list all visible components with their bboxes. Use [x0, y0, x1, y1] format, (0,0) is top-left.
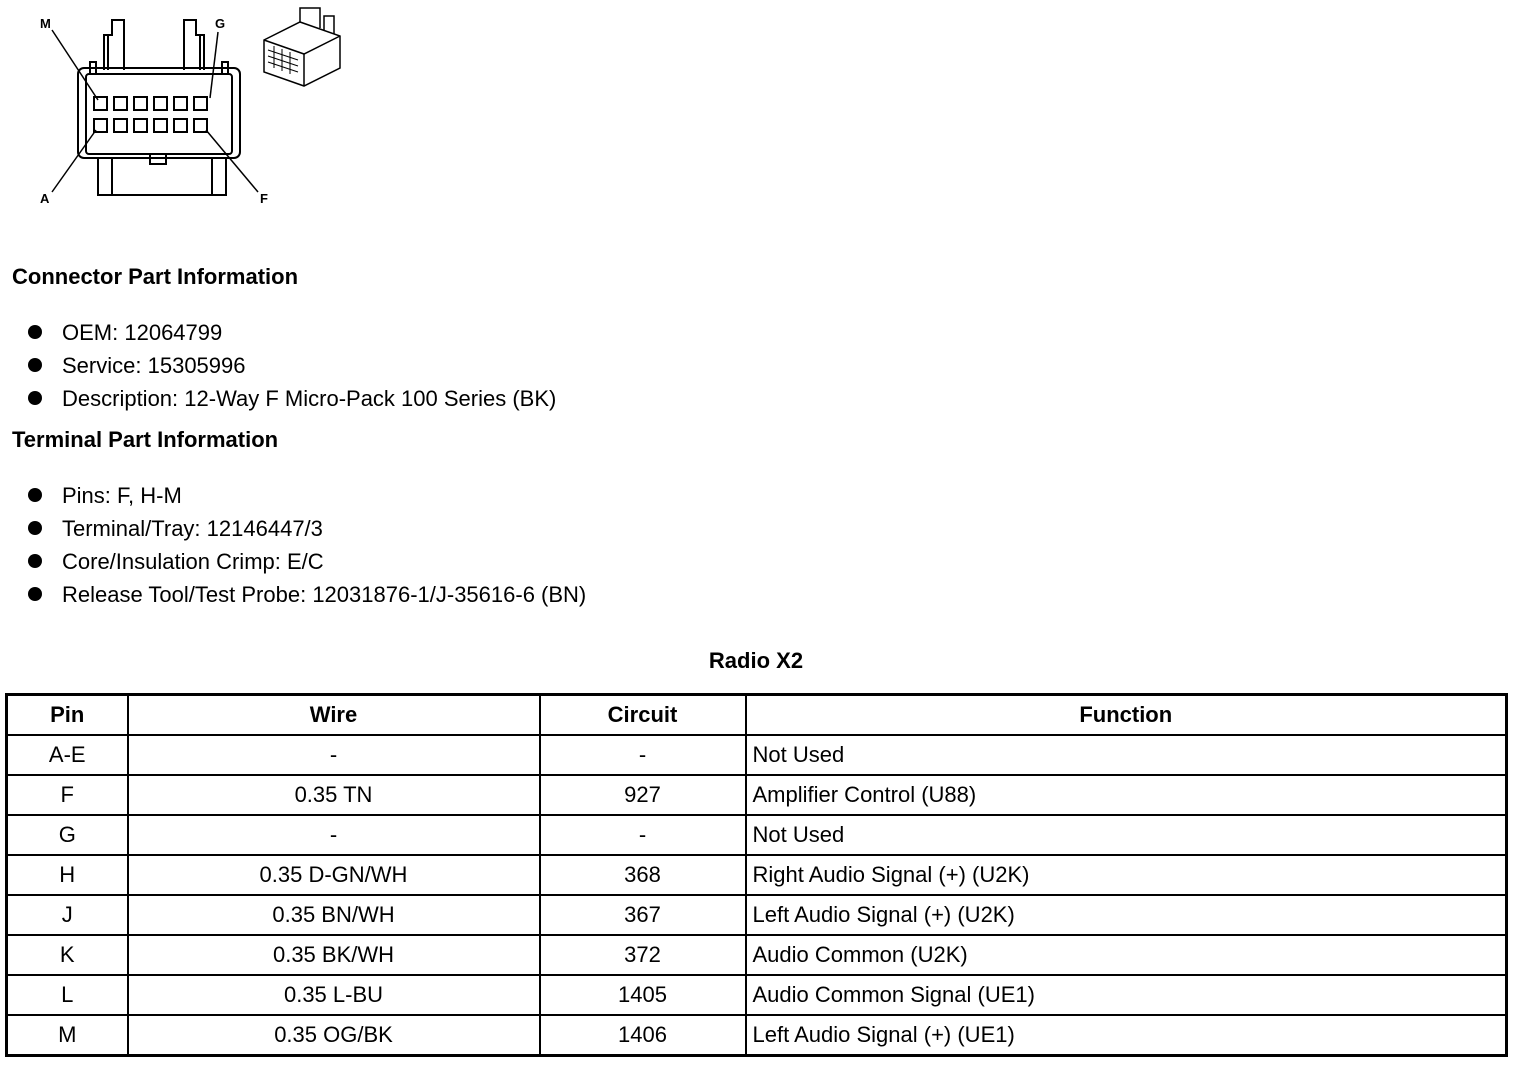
bullet-icon: [28, 521, 42, 535]
pin-cell: G: [7, 815, 128, 855]
connector-info-heading: Connector Part Information: [12, 264, 299, 289]
wire-cell: 0.35 L-BU: [128, 975, 540, 1015]
wire-cell: 0.35 D-GN/WH: [128, 855, 540, 895]
list-item: Release Tool/Test Probe: 12031876-1/J-35616-6 (BN): [28, 578, 586, 611]
column-header-function: Function: [746, 695, 1507, 736]
connector-diagram: [0, 0, 360, 225]
table-row: [7, 815, 1507, 855]
connector-info-list: [28, 316, 556, 415]
circuit-cell: -: [540, 815, 746, 855]
connector-face-illustration: [0, 0, 360, 225]
function-cell: Audio Common (U2K): [746, 935, 1507, 975]
pin-cell: H: [7, 855, 128, 895]
function-cell: Left Audio Signal (+) (UE1): [746, 1015, 1507, 1056]
wire-cell: 0.35 BK/WH: [128, 935, 540, 975]
pin-cell: F: [7, 775, 128, 815]
circuit-cell: -: [540, 735, 746, 775]
column-header-circuit: Circuit: [540, 695, 746, 736]
table-row: [7, 735, 1507, 775]
circuit-cell: 927: [540, 775, 746, 815]
wire-cell: -: [128, 735, 540, 775]
function-cell: Not Used: [746, 735, 1507, 775]
function-cell: Not Used: [746, 815, 1507, 855]
wire-cell: -: [128, 815, 540, 855]
function-cell: Audio Common Signal (UE1): [746, 975, 1507, 1015]
pin-cell: A-E: [7, 735, 128, 775]
circuit-cell: 367: [540, 895, 746, 935]
table-row: [7, 855, 1507, 895]
bullet-icon: [28, 358, 42, 372]
table-row: [7, 775, 1507, 815]
pin-cell: M: [7, 1015, 128, 1056]
pin-label-a: A: [40, 191, 50, 206]
wire-cell: 0.35 TN: [128, 775, 540, 815]
pin-cell: J: [7, 895, 128, 935]
circuit-cell: 372: [540, 935, 746, 975]
bullet-icon: [28, 554, 42, 568]
column-header-pin: Pin: [7, 695, 128, 736]
wire-cell: 0.35 BN/WH: [128, 895, 540, 935]
pinout-table: [5, 693, 1508, 1057]
pin-cell: L: [7, 975, 128, 1015]
pin-cell: K: [7, 935, 128, 975]
circuit-cell: 1406: [540, 1015, 746, 1056]
table-row: [7, 975, 1507, 1015]
list-item: Description: 12-Way F Micro-Pack 100 Series (BK): [28, 382, 556, 415]
list-item: Core/Insulation Crimp: E/C: [28, 545, 586, 578]
function-cell: Right Audio Signal (+) (U2K): [746, 855, 1507, 895]
list-item: Pins: F, H-M: [28, 479, 586, 512]
connector-isometric-thumbnail: [264, 8, 340, 86]
circuit-cell: 1405: [540, 975, 746, 1015]
table-title: Radio X2: [708, 648, 804, 673]
function-cell: Left Audio Signal (+) (U2K): [746, 895, 1507, 935]
table-row: [7, 1015, 1507, 1056]
bullet-icon: [28, 488, 42, 502]
pin-cavities: [94, 97, 207, 132]
bullet-icon: [28, 391, 42, 405]
column-header-wire: Wire: [128, 695, 540, 736]
table-row: [7, 935, 1507, 975]
terminal-info-heading: Terminal Part Information: [12, 427, 279, 452]
list-item: Terminal/Tray: 12146447/3: [28, 512, 586, 545]
function-cell: Amplifier Control (U88): [746, 775, 1507, 815]
list-item: Service: 15305996: [28, 349, 556, 382]
bullet-icon: [28, 587, 42, 601]
table-header-row: [7, 695, 1507, 736]
wire-cell: 0.35 OG/BK: [128, 1015, 540, 1056]
table-row: [7, 895, 1507, 935]
pin-label-f: F: [260, 191, 268, 206]
pin-label-m: M: [40, 16, 51, 31]
circuit-cell: 368: [540, 855, 746, 895]
bullet-icon: [28, 325, 42, 339]
list-item: OEM: 12064799: [28, 316, 556, 349]
pin-label-g: G: [215, 16, 226, 31]
terminal-info-list: [28, 479, 586, 611]
